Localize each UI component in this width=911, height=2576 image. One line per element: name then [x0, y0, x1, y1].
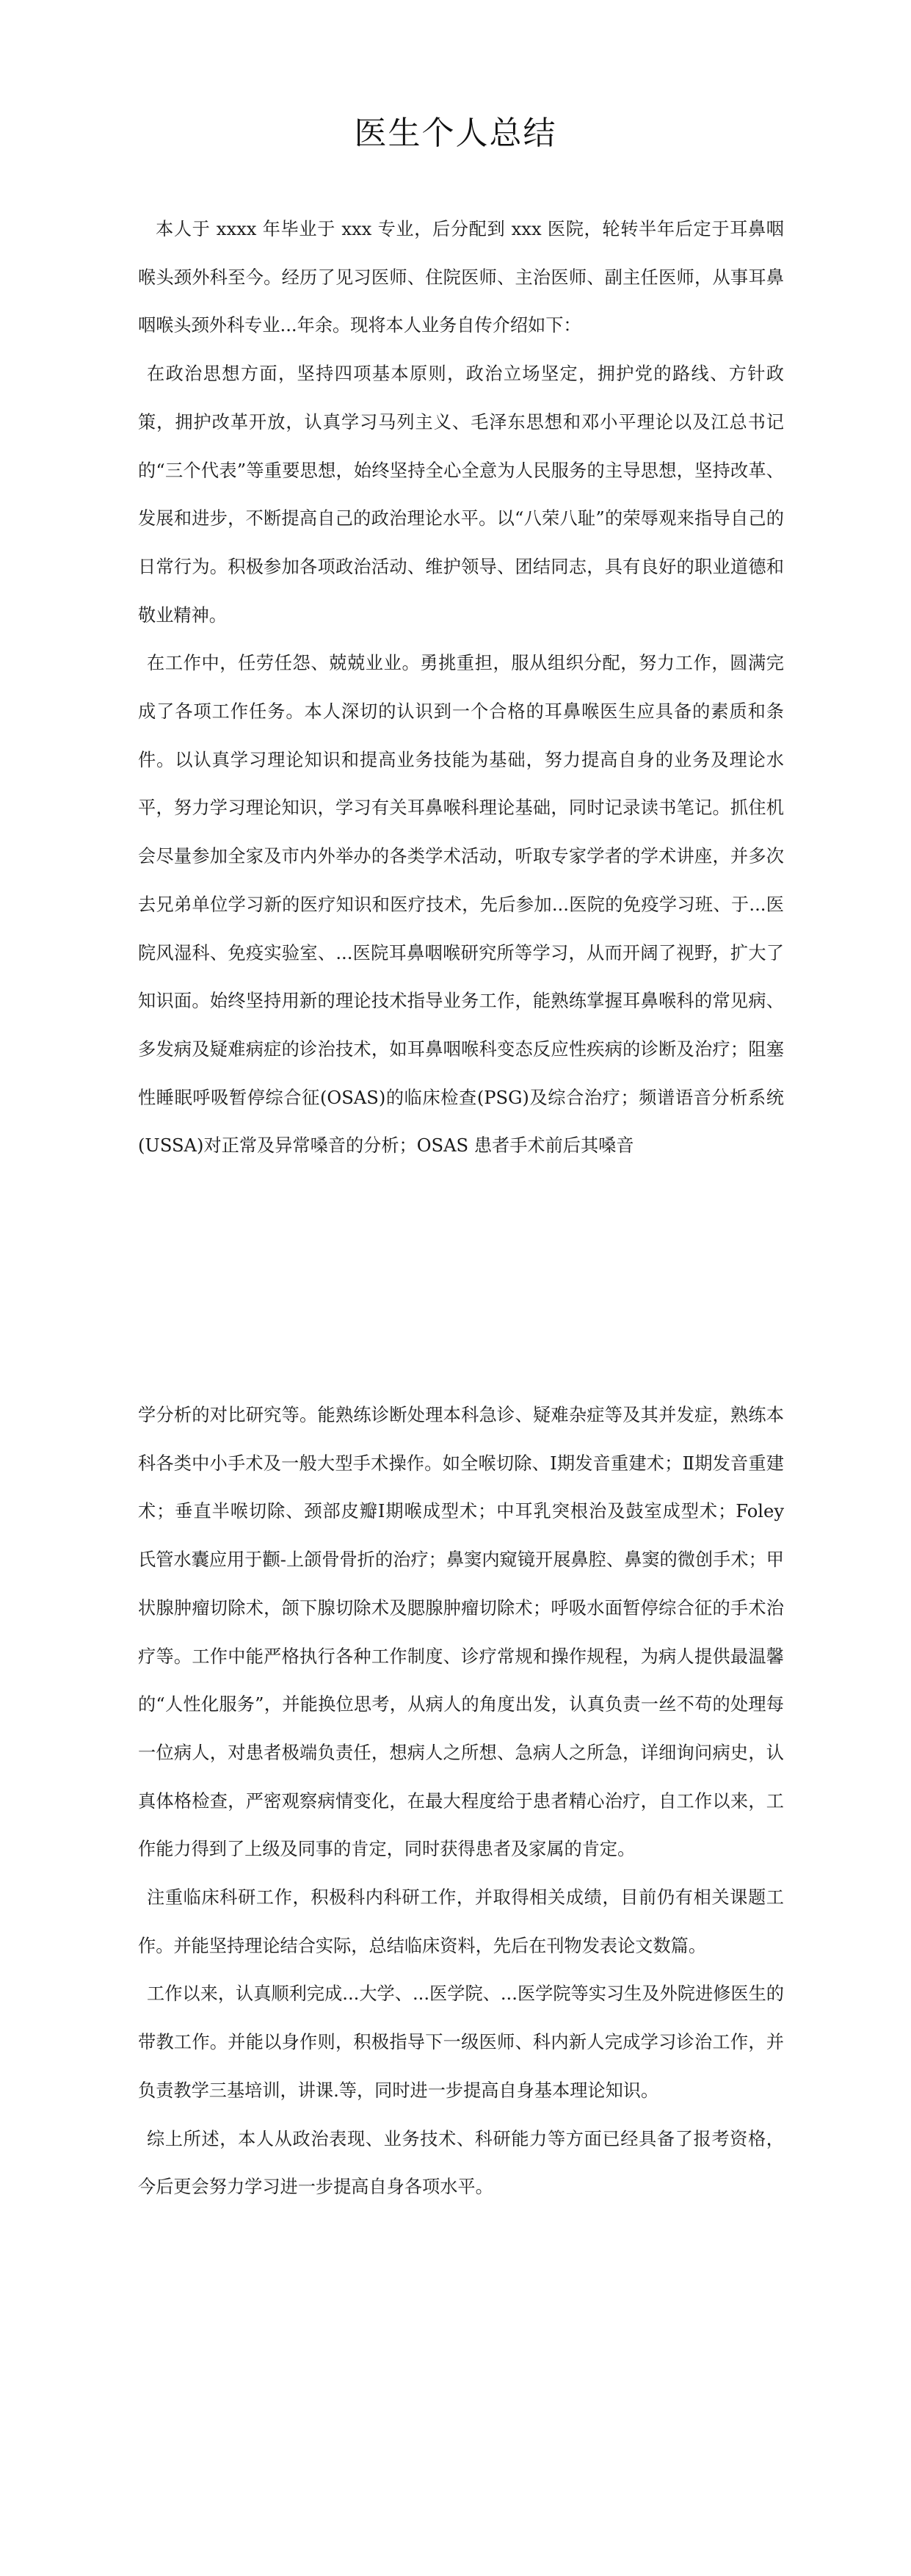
- paragraph-research: 注重临床科研工作，积极科内科研工作，并取得相关成绩，目前仍有相关课题工作。并能坚持理论结合实际，总结临床资料，先后在刊物发表论文数篇。: [138, 1887, 784, 1956]
- paragraph-summary: 综上所述，本人从政治表现、业务技术、科研能力等方面已经具备了报考资格，今后更会努力学习进一步提高自身各项水平。: [138, 2128, 784, 2198]
- paragraph-teaching: 工作以来，认真顺利完成...大学、...医学院、...医学院等实习生及外院进修医生的带教工作。并能以身作则，积极指导下一级医师、科内新人完成学习诊治工作，并负责教学三基培训，讲课.等，同时进一步提高自身基本理论知识。: [138, 1983, 784, 2101]
- paragraph-work-continued: 学分析的对比研究等。能熟练诊断处理本科急诊、疑难杂症等及其并发症，熟练本科各类中小手术及一般大型手术操作。如全喉切除、Ⅰ期发音重建术；Ⅱ期发音重建术；垂直半喉切除、颈部皮瓣Ⅰ期喉成型术；中耳乳突根治及鼓室成型术；Foley 氏管水囊应用于颧-上颌骨骨折的治疗；鼻窦内窥镜开展鼻腔、鼻窦的微创手术；甲状腺肿瘤切除术，颌下腺切除术及腮腺肿瘤切除术；呼吸水面暂停综合征的手术治疗等。工作中能严格执行各种工作制度、诊疗常规和操作规程，为病人提供最温馨的“人性化服务”，并能换位思考，从病人的角度出发，认真负责一丝不苟的处理每一位病人，对患者极端负责任，想病人之所想、急病人之所急，详细询问病史，认真体格检查，严密观察病情变化，在最大程度给于患者精心治疗，自工作以来，工作能力得到了上级及同事的肯定，同时获得患者及家属的肯定。: [138, 1405, 784, 1860]
- paragraph-work: 在工作中，任劳任怨、兢兢业业。勇挑重担，服从组织分配，努力工作，圆满完成了各项工作任务。本人深切的认识到一个合格的耳鼻喉医生应具备的素质和条件。以认真学习理论知识和提高业务技能为基础，努力提高自身的业务及理论水平，努力学习理论知识，学习有关耳鼻喉科理论基础，同时记录读书笔记。抓住机会尽量参加全家及市内外举办的各类学术活动，听取专家学者的学术讲座，并多次去兄弟单位学习新的医疗知识和医疗技术，先后参加...医院的免疫学习班、于...医院风湿科、免疫实验室、...医院耳鼻咽喉研究所等学习，从而开阔了视野，扩大了知识面。始终坚持用新的理论技术指导业务工作，能熟练掌握耳鼻喉科的常见病、多发病及疑难病症的诊治技术，如耳鼻咽喉科变态反应性疾病的诊断及治疗；阻塞性睡眠呼吸暂停综合征(OSAS)的临床检查(PSG)及综合治疗；频谱语音分析系统(USSA)对正常及异常嗓音的分析；OSAS 患者手术前后其嗓音: [138, 653, 784, 1157]
- text-block-1: [138, 206, 784, 1171]
- text-block-2: [138, 1392, 784, 2212]
- paragraph-intro: 本人于 xxxx 年毕业于 xxx 专业，后分配到 xxx 医院，轮转半年后定于耳鼻咽喉头颈外科至今。经历了见习医师、住院医师、主治医师、副主任医师，从事耳鼻咽喉头颈外科专业...年余。现将本人业务自传介绍如下：: [138, 219, 784, 336]
- page-title: 医生个人总结: [354, 115, 557, 152]
- paragraph-politics: 在政治思想方面，坚持四项基本原则，政治立场坚定，拥护党的路线、方针政策，拥护改革开放，认真学习马列主义、毛泽东思想和邓小平理论以及江总书记的“三个代表”等重要思想，始终坚持全心全意为人民服务的主导思想，坚持改革、发展和进步，不断提高自己的政治理论水平。以“八荣八耻”的荣辱观来指导自己的日常行为。积极参加各项政治活动、维护领导、团结同志，具有良好的职业道德和敬业精神。: [138, 363, 784, 626]
